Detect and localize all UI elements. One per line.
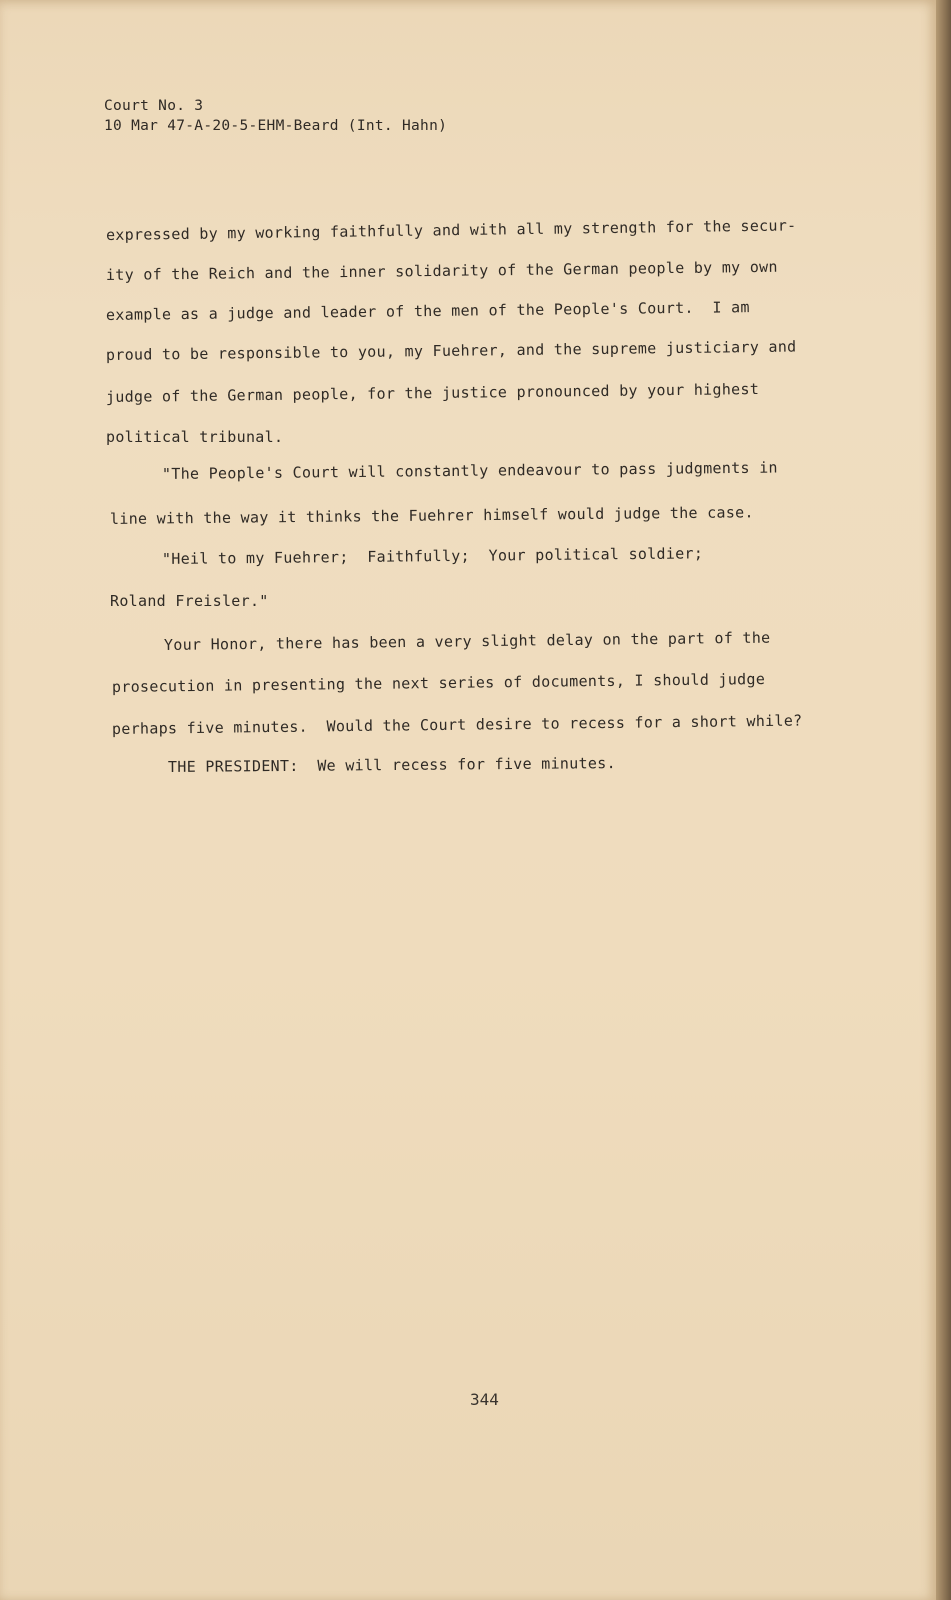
- body-line: THE PRESIDENT: We will recess for five minutes.: [167, 754, 616, 776]
- body-line: "Heil to my Fuehrer; Faithfully; Your political soldier;: [161, 544, 704, 568]
- body-line: ity of the Reich and the inner solidarity of the German people by my own: [105, 257, 778, 284]
- header-reference: 10 Mar 47-A-20-5-EHM-Beard (Int. Hahn): [104, 118, 448, 134]
- body-line: example as a judge and leader of the men of the People's Court. I am: [105, 298, 750, 324]
- body-line: perhaps five minutes. Would the Court desire to recess for a short while?: [111, 711, 803, 738]
- body-line: expressed by my working faithfully and with all my strength for the secur-: [105, 216, 797, 244]
- body-line: Roland Freisler.": [110, 592, 269, 610]
- body-line: Your Honor, there has been a very slight delay on the part of the: [163, 628, 771, 654]
- body-line: line with the way it thinks the Fuehrer himself would judge the case.: [109, 503, 754, 528]
- body-line: "The People's Court will constantly endeavour to pass judgments in: [161, 458, 778, 483]
- body-line: judge of the German people, for the justice pronounced by your highest: [105, 380, 760, 406]
- page-number: 344: [470, 1390, 499, 1409]
- body-line: proud to be responsible to you, my Fuehrer, and the supreme justiciary and: [105, 337, 797, 364]
- body-line: prosecution in presenting the next series of documents, I should judge: [111, 670, 766, 696]
- body-line: political tribunal.: [106, 428, 284, 446]
- page-edge-shadow: [936, 0, 951, 1600]
- header-court: Court No. 3: [104, 98, 204, 114]
